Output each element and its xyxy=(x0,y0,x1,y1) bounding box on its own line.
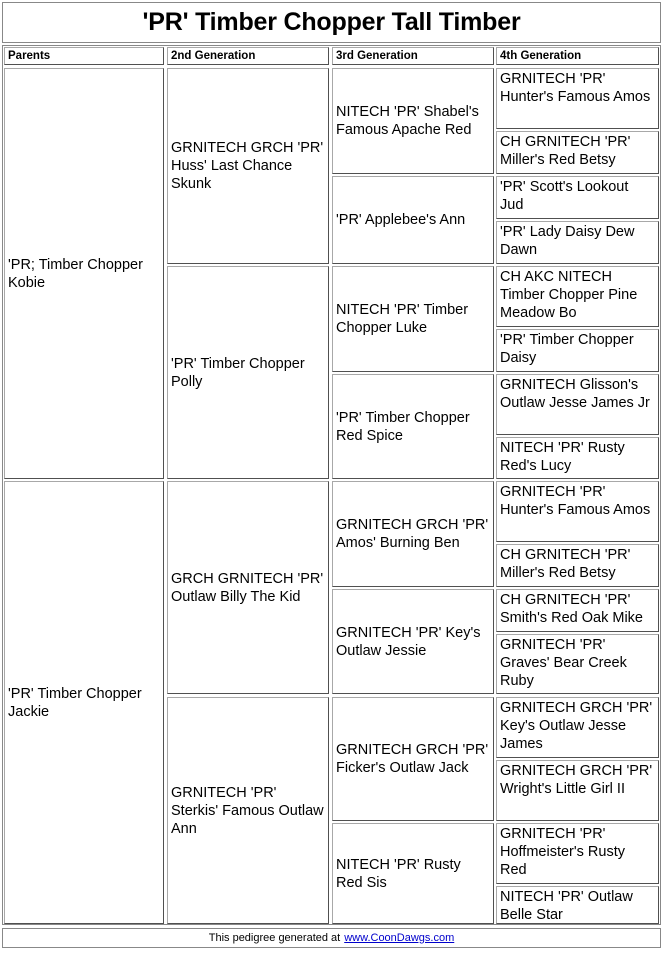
gen3-cell: NITECH 'PR' Rusty Red Sis xyxy=(332,823,494,924)
gen2-cell: GRNITECH GRCH 'PR' Huss' Last Chance Skunk xyxy=(167,68,329,264)
gen4-cell: CH GRNITECH 'PR' Smith's Red Oak Mike xyxy=(496,589,659,632)
gen3-cell: NITECH 'PR' Shabel's Famous Apache Red xyxy=(332,68,494,174)
gen4-cell: GRNITECH 'PR' Graves' Bear Creek Ruby xyxy=(496,634,659,694)
gen3-cell: NITECH 'PR' Timber Chopper Luke xyxy=(332,266,494,372)
gen4-cell: GRNITECH 'PR' Hunter's Famous Amos xyxy=(496,68,659,129)
gen4-cell: CH GRNITECH 'PR' Miller's Red Betsy xyxy=(496,544,659,587)
coondawgs-link[interactable]: www.CoonDawgs.com xyxy=(344,932,455,944)
gen4-cell: GRNITECH GRCH 'PR' Key's Outlaw Jesse James xyxy=(496,697,659,758)
gen4-cell: GRNITECH Glisson's Outlaw Jesse James Jr xyxy=(496,374,659,435)
gen3-cell: GRNITECH GRCH 'PR' Ficker's Outlaw Jack xyxy=(332,697,494,821)
gen3-cell: 'PR' Timber Chopper Red Spice xyxy=(332,374,494,479)
gen4-cell: 'PR' Timber Chopper Daisy xyxy=(496,329,659,372)
footer xyxy=(2,928,661,948)
gen4-cell: NITECH 'PR' Outlaw Belle Star xyxy=(496,886,659,924)
gen3-cell: GRNITECH GRCH 'PR' Amos' Burning Ben xyxy=(332,481,494,587)
gen4-cell: 'PR' Lady Daisy Dew Dawn xyxy=(496,221,659,264)
gen3-cell: GRNITECH 'PR' Key's Outlaw Jessie xyxy=(332,589,494,694)
gen4-cell: CH GRNITECH 'PR' Miller's Red Betsy xyxy=(496,131,659,174)
header-gen2: 2nd Generation xyxy=(167,47,329,65)
gen3-cell: 'PR' Applebee's Ann xyxy=(332,176,494,264)
header-gen3: 3rd Generation xyxy=(332,47,494,65)
parent-sire: 'PR; Timber Chopper Kobie xyxy=(4,68,164,479)
gen4-cell: NITECH 'PR' Rusty Red's Lucy xyxy=(496,437,659,479)
gen4-cell: 'PR' Scott's Lookout Jud xyxy=(496,176,659,219)
footer-text: This pedigree generated at xyxy=(208,932,341,944)
gen4-cell: GRNITECH 'PR' Hoffmeister's Rusty Red xyxy=(496,823,659,884)
gen4-cell: GRNITECH 'PR' Hunter's Famous Amos xyxy=(496,481,659,542)
gen2-cell: GRNITECH 'PR' Sterkis' Famous Outlaw Ann xyxy=(167,697,329,924)
parent-dam: 'PR' Timber Chopper Jackie xyxy=(4,481,164,924)
gen2-cell: GRCH GRNITECH 'PR' Outlaw Billy The Kid xyxy=(167,481,329,694)
gen2-cell: 'PR' Timber Chopper Polly xyxy=(167,266,329,479)
page-title: 'PR' Timber Chopper Tall Timber xyxy=(2,2,661,43)
header-gen4: 4th Generation xyxy=(496,47,659,65)
gen4-cell: GRNITECH GRCH 'PR' Wright's Little Girl II xyxy=(496,760,659,821)
gen4-cell: CH AKC NITECH Timber Chopper Pine Meadow Bo xyxy=(496,266,659,327)
header-parents: Parents xyxy=(4,47,164,65)
